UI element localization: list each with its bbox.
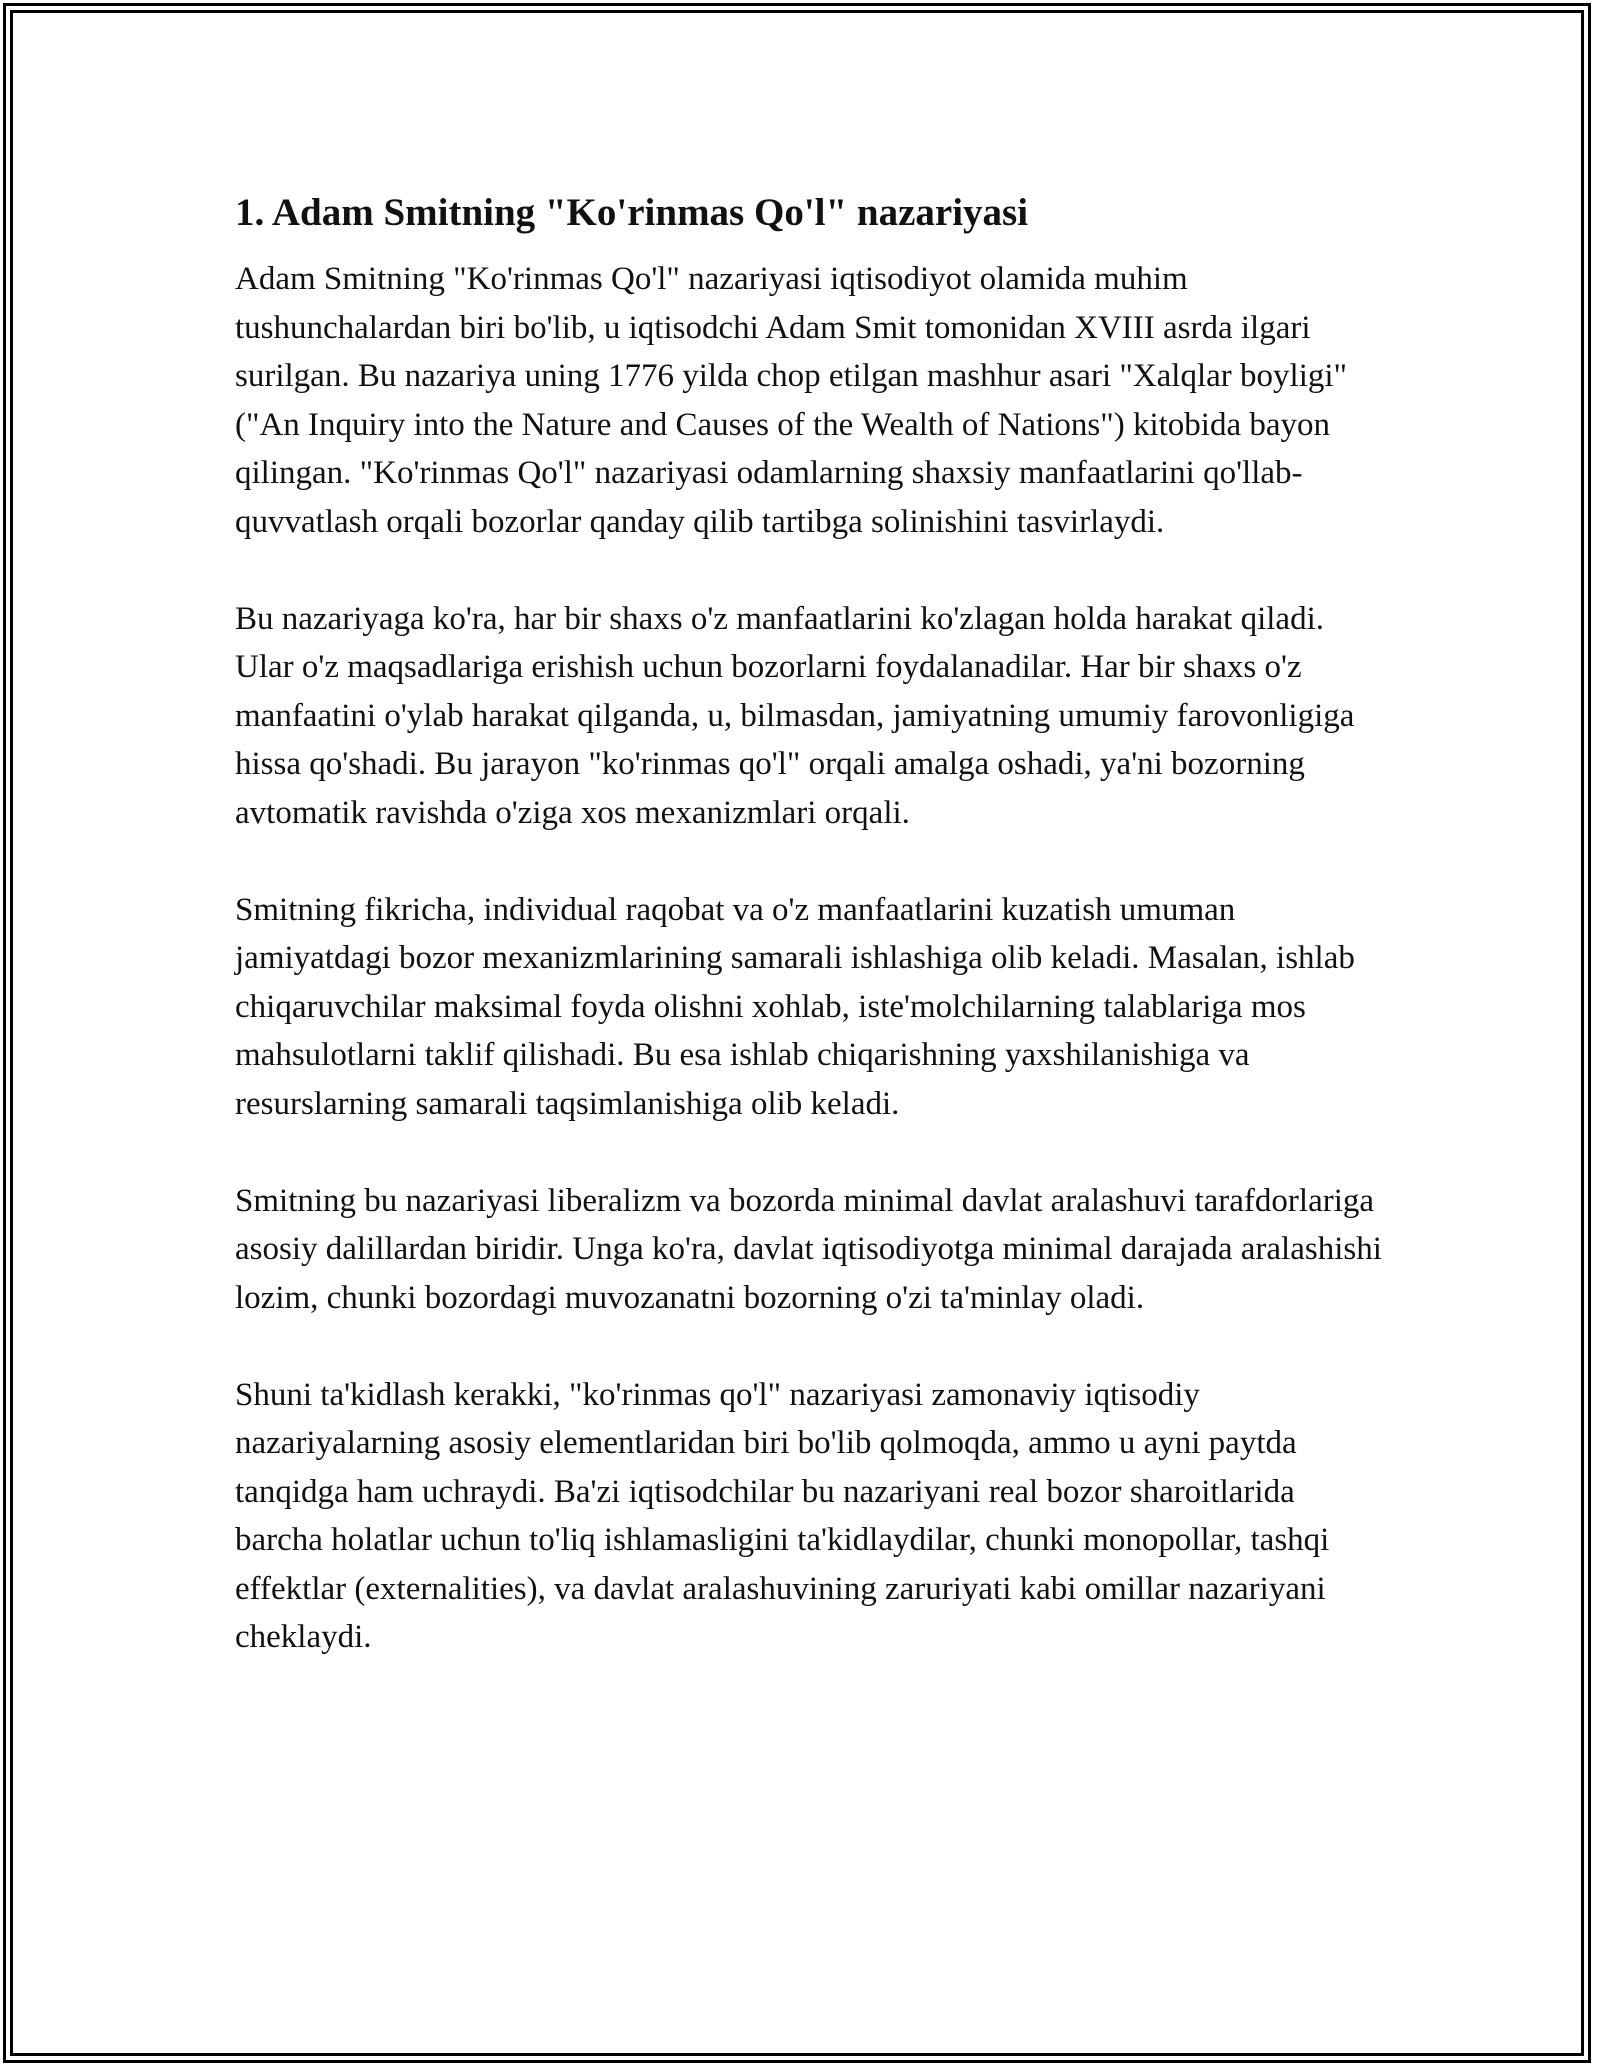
paragraph-2: Bu nazariyaga ko'ra, har bir shaxs o'z manfaatlarini ko'zlagan holda harakat qiladi. Ular o'z maqsadlariga erishish uchun bozorlarni foydalanadilar. Har bir shaxs o'z manfaatini o'ylab harakat qilganda, u, bilmasdan, jamiyatning umumiy farovonligiga hissa qo'shadi. Bu jarayon "ko'rinmas qo'l" orqali amalga oshadi, ya'ni bozorning avtomatik ravishda o'ziga xos mexanizmlari orqali. — [235, 600, 1355, 831]
paragraph-1: Adam Smitning "Ko'rinmas Qo'l" nazariyasi iqtisodiyot olamida muhim tushunchalardan biri bo'lib, u iqtisodchi Adam Smit tomonidan XVIII asrda ilgari surilgan. Bu nazariya uning 1776 yilda chop etilgan mashhur asari "Xalqlar boyligi" ("An Inquiry into the Nature and Causes of the Wealth of Nations") kitobida bayon qilingan. "Ko'rinmas Qo'l" nazariyasi odamlarning shaxsiy manfaatlarini qo'llab-quvvatlash orqali bozorlar qanday qilib tartibga solinishini tasvirlaydi. — [235, 261, 1348, 540]
document-body — [235, 185, 1385, 1662]
paragraph-5: Shuni ta'kidlash kerakki, "ko'rinmas qo'l" nazariyasi zamonaviy iqtisodiy nazariyalarning asosiy elementlaridan biri bo'lib qolmoqda, ammo u ayni paytda tanqidga ham uchraydi. Ba'zi iqtisodchilar bu nazariyani real bozor sharoitlarida barcha holatlar uchun to'liq ishlamasligini ta'kidlaydilar, chunki monopollar, tashqi effektlar (externalities), va davlat aralashuvining zaruriyati kabi omillar nazariyani cheklaydi. — [235, 1376, 1330, 1655]
section-title: 1. Adam Smitning "Ko'rinmas Qo'l" nazariyasi — [235, 191, 1029, 234]
paragraph-3: Smitning fikricha, individual raqobat va o'z manfaatlarini kuzatish umuman jamiyatdagi bozor mexanizmlarining samarali ishlashiga olib keladi. Masalan, ishlab chiqaruvchilar maksimal foyda olishni xohlab, iste'molchilarning talablariga mos mahsulotlarni taklif qilishadi. Bu esa ishlab chiqarishning yaxshilanishiga va resurslarning samarali taqsimlanishiga olib keladi. — [235, 891, 1355, 1122]
paragraph-4: Smitning bu nazariyasi liberalizm va bozorda minimal davlat aralashuvi tarafdorlariga asosiy dalillardan biridir. Unga ko'ra, davlat iqtisodiyotga minimal darajada aralashishi lozim, chunki bozordagi muvozanatni bozorning o'zi ta'minlay oladi. — [235, 1182, 1382, 1316]
